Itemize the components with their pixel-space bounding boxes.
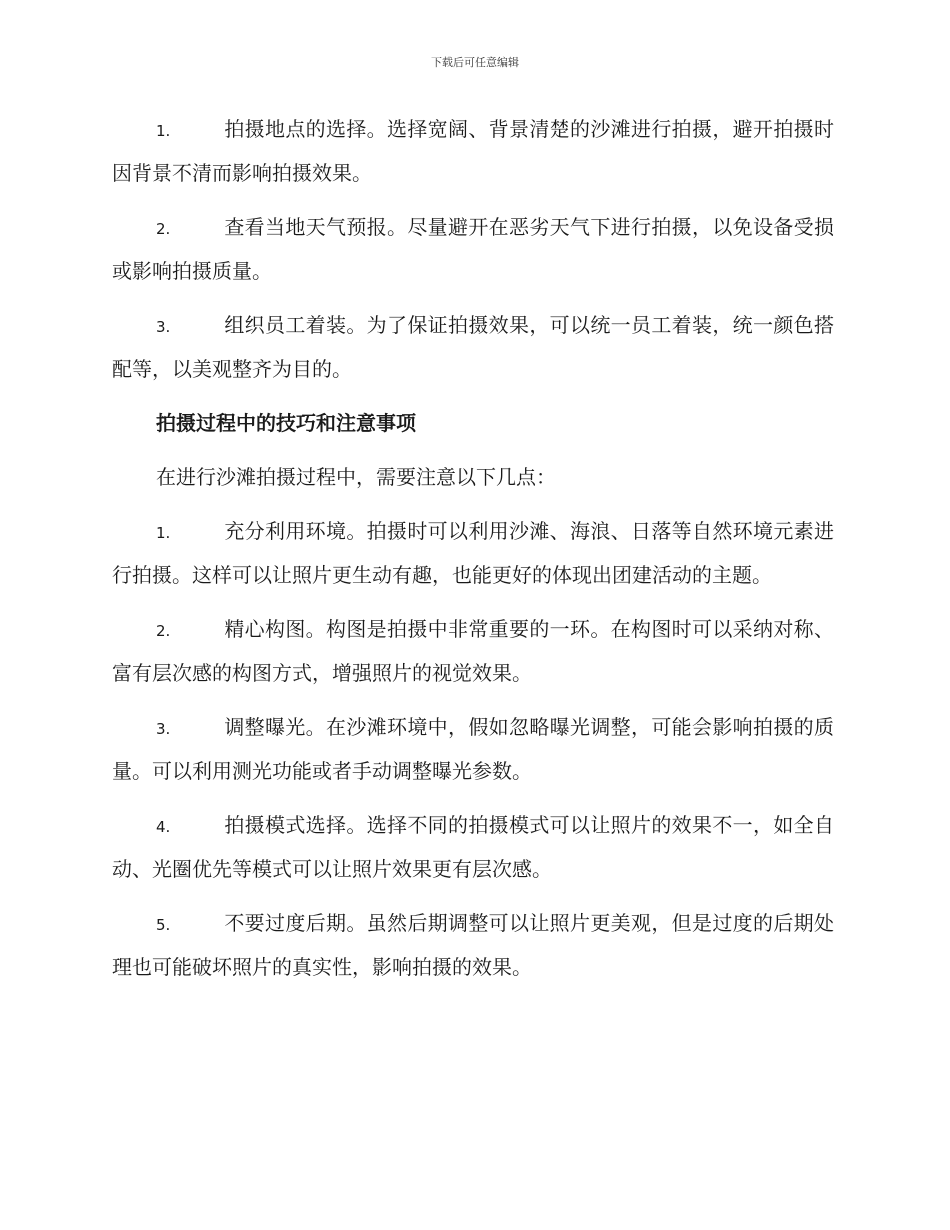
document-body — [112, 108, 834, 1000]
list-item-text: 查看当地天气预报。尽量避开在恶劣天气下进行拍摄，以免设备受损或影响拍摄质量。 — [112, 215, 834, 283]
list-item — [112, 108, 834, 194]
list-item-text: 充分利用环境。拍摄时可以利用沙滩、海浪、日落等自然环境元素进行拍摄。这样可以让照片更生动有趣，也能更好的体现出团建活动的主题。 — [112, 519, 834, 587]
list-item-text: 拍摄地点的选择。选择宽阔、背景清楚的沙滩进行拍摄，避开拍摄时因背景不清而影响拍摄效果。 — [112, 117, 834, 185]
list-number: 5. — [156, 916, 171, 934]
list-number: 4. — [156, 818, 171, 836]
list-number: 2. — [156, 622, 171, 640]
list-number: 1. — [156, 524, 171, 542]
list-item — [112, 804, 834, 890]
list-item — [112, 706, 834, 792]
list-number: 1. — [156, 122, 171, 140]
list-item-text: 精心构图。构图是拍摄中非常重要的一环。在构图时可以采纳对称、富有层次感的构图方式，增强照片的视觉效果。 — [112, 617, 834, 685]
list-number: 3. — [156, 720, 171, 738]
list-item — [112, 304, 834, 390]
list-item-text: 拍摄模式选择。选择不同的拍摄模式可以让照片的效果不一，如全自动、光圈优先等模式可以让照片效果更有层次感。 — [112, 813, 834, 881]
intro-paragraph: 在进行沙滩拍摄过程中，需要注意以下几点： — [156, 465, 556, 489]
section-heading: 拍摄过程中的技巧和注意事项 — [156, 411, 416, 435]
list-number: 2. — [156, 220, 171, 238]
list-item — [112, 902, 834, 988]
list-item — [112, 510, 834, 596]
list-item-text: 调整曝光。在沙滩环境中，假如忽略曝光调整，可能会影响拍摄的质量。可以利用测光功能或者手动调整曝光参数。 — [112, 715, 834, 783]
list-item-text: 不要过度后期。虽然后期调整可以让照片更美观，但是过度的后期处理也可能破坏照片的真实性，影响拍摄的效果。 — [112, 911, 834, 979]
list-number: 3. — [156, 318, 171, 336]
list-item — [112, 206, 834, 292]
list-item — [112, 608, 834, 694]
list-item-text: 组织员工着装。为了保证拍摄效果，可以统一员工着装，统一颜色搭配等，以美观整齐为目的。 — [112, 313, 834, 381]
page-header: 下载后可任意编辑 — [431, 56, 519, 69]
